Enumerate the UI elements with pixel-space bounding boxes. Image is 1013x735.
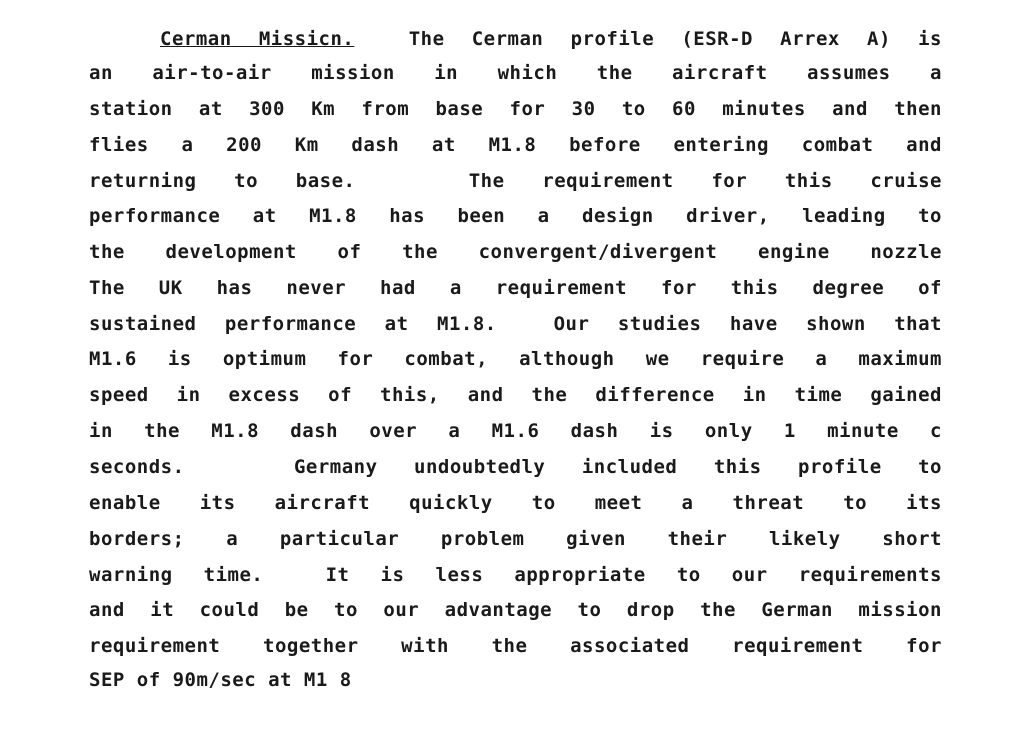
text-line-16: warning time. It is less appropriate to our requirements bbox=[89, 564, 942, 586]
text-line-5: returning to base. The requirement for this cruise bbox=[89, 170, 942, 192]
text-line-8: The UK has never had a requirement for this degree of bbox=[89, 277, 942, 299]
text-line-17: and it could be to our advantage to drop the German mission bbox=[89, 599, 942, 621]
text-line-18: requirement together with the associated requirement for bbox=[89, 635, 942, 657]
text-line-1 bbox=[160, 24, 942, 54]
text-line-12: in the M1.8 dash over a M1.6 dash is only 1 minute c bbox=[89, 420, 942, 442]
text-line-1-body: The Cerman profile (ESR-D Arrex A) is bbox=[408, 28, 942, 50]
text-line-9: sustained performance at M1.8. Our studies have shown that bbox=[89, 313, 942, 335]
text-line-15: borders; a particular problem given their likely short bbox=[89, 528, 942, 550]
text-line-13: seconds. Germany undoubtedly included this profile to bbox=[89, 456, 942, 478]
text-line-10: M1.6 is optimum for combat, although we require a maximum bbox=[89, 348, 942, 370]
text-line-2: an air-to-air mission in which the aircraft assumes a bbox=[89, 62, 942, 84]
text-line-6: performance at M1.8 has been a design driver, leading to bbox=[89, 205, 942, 227]
text-line-3: station at 300 Km from base for 30 to 60 minutes and then bbox=[89, 98, 942, 120]
text-line-4: flies a 200 Km dash at M1.8 before entering combat and bbox=[89, 134, 942, 156]
text-line-7: the development of the convergent/divergent engine nozzle bbox=[89, 241, 942, 263]
text-line-19: SEP of 90m/sec at M1 8 bbox=[89, 669, 352, 691]
text-line-11: speed in excess of this, and the difference in time gained bbox=[89, 384, 942, 406]
text-line-14: enable its aircraft quickly to meet a threat to its bbox=[89, 492, 942, 514]
section-heading: Cerman Missicn. bbox=[160, 28, 355, 50]
